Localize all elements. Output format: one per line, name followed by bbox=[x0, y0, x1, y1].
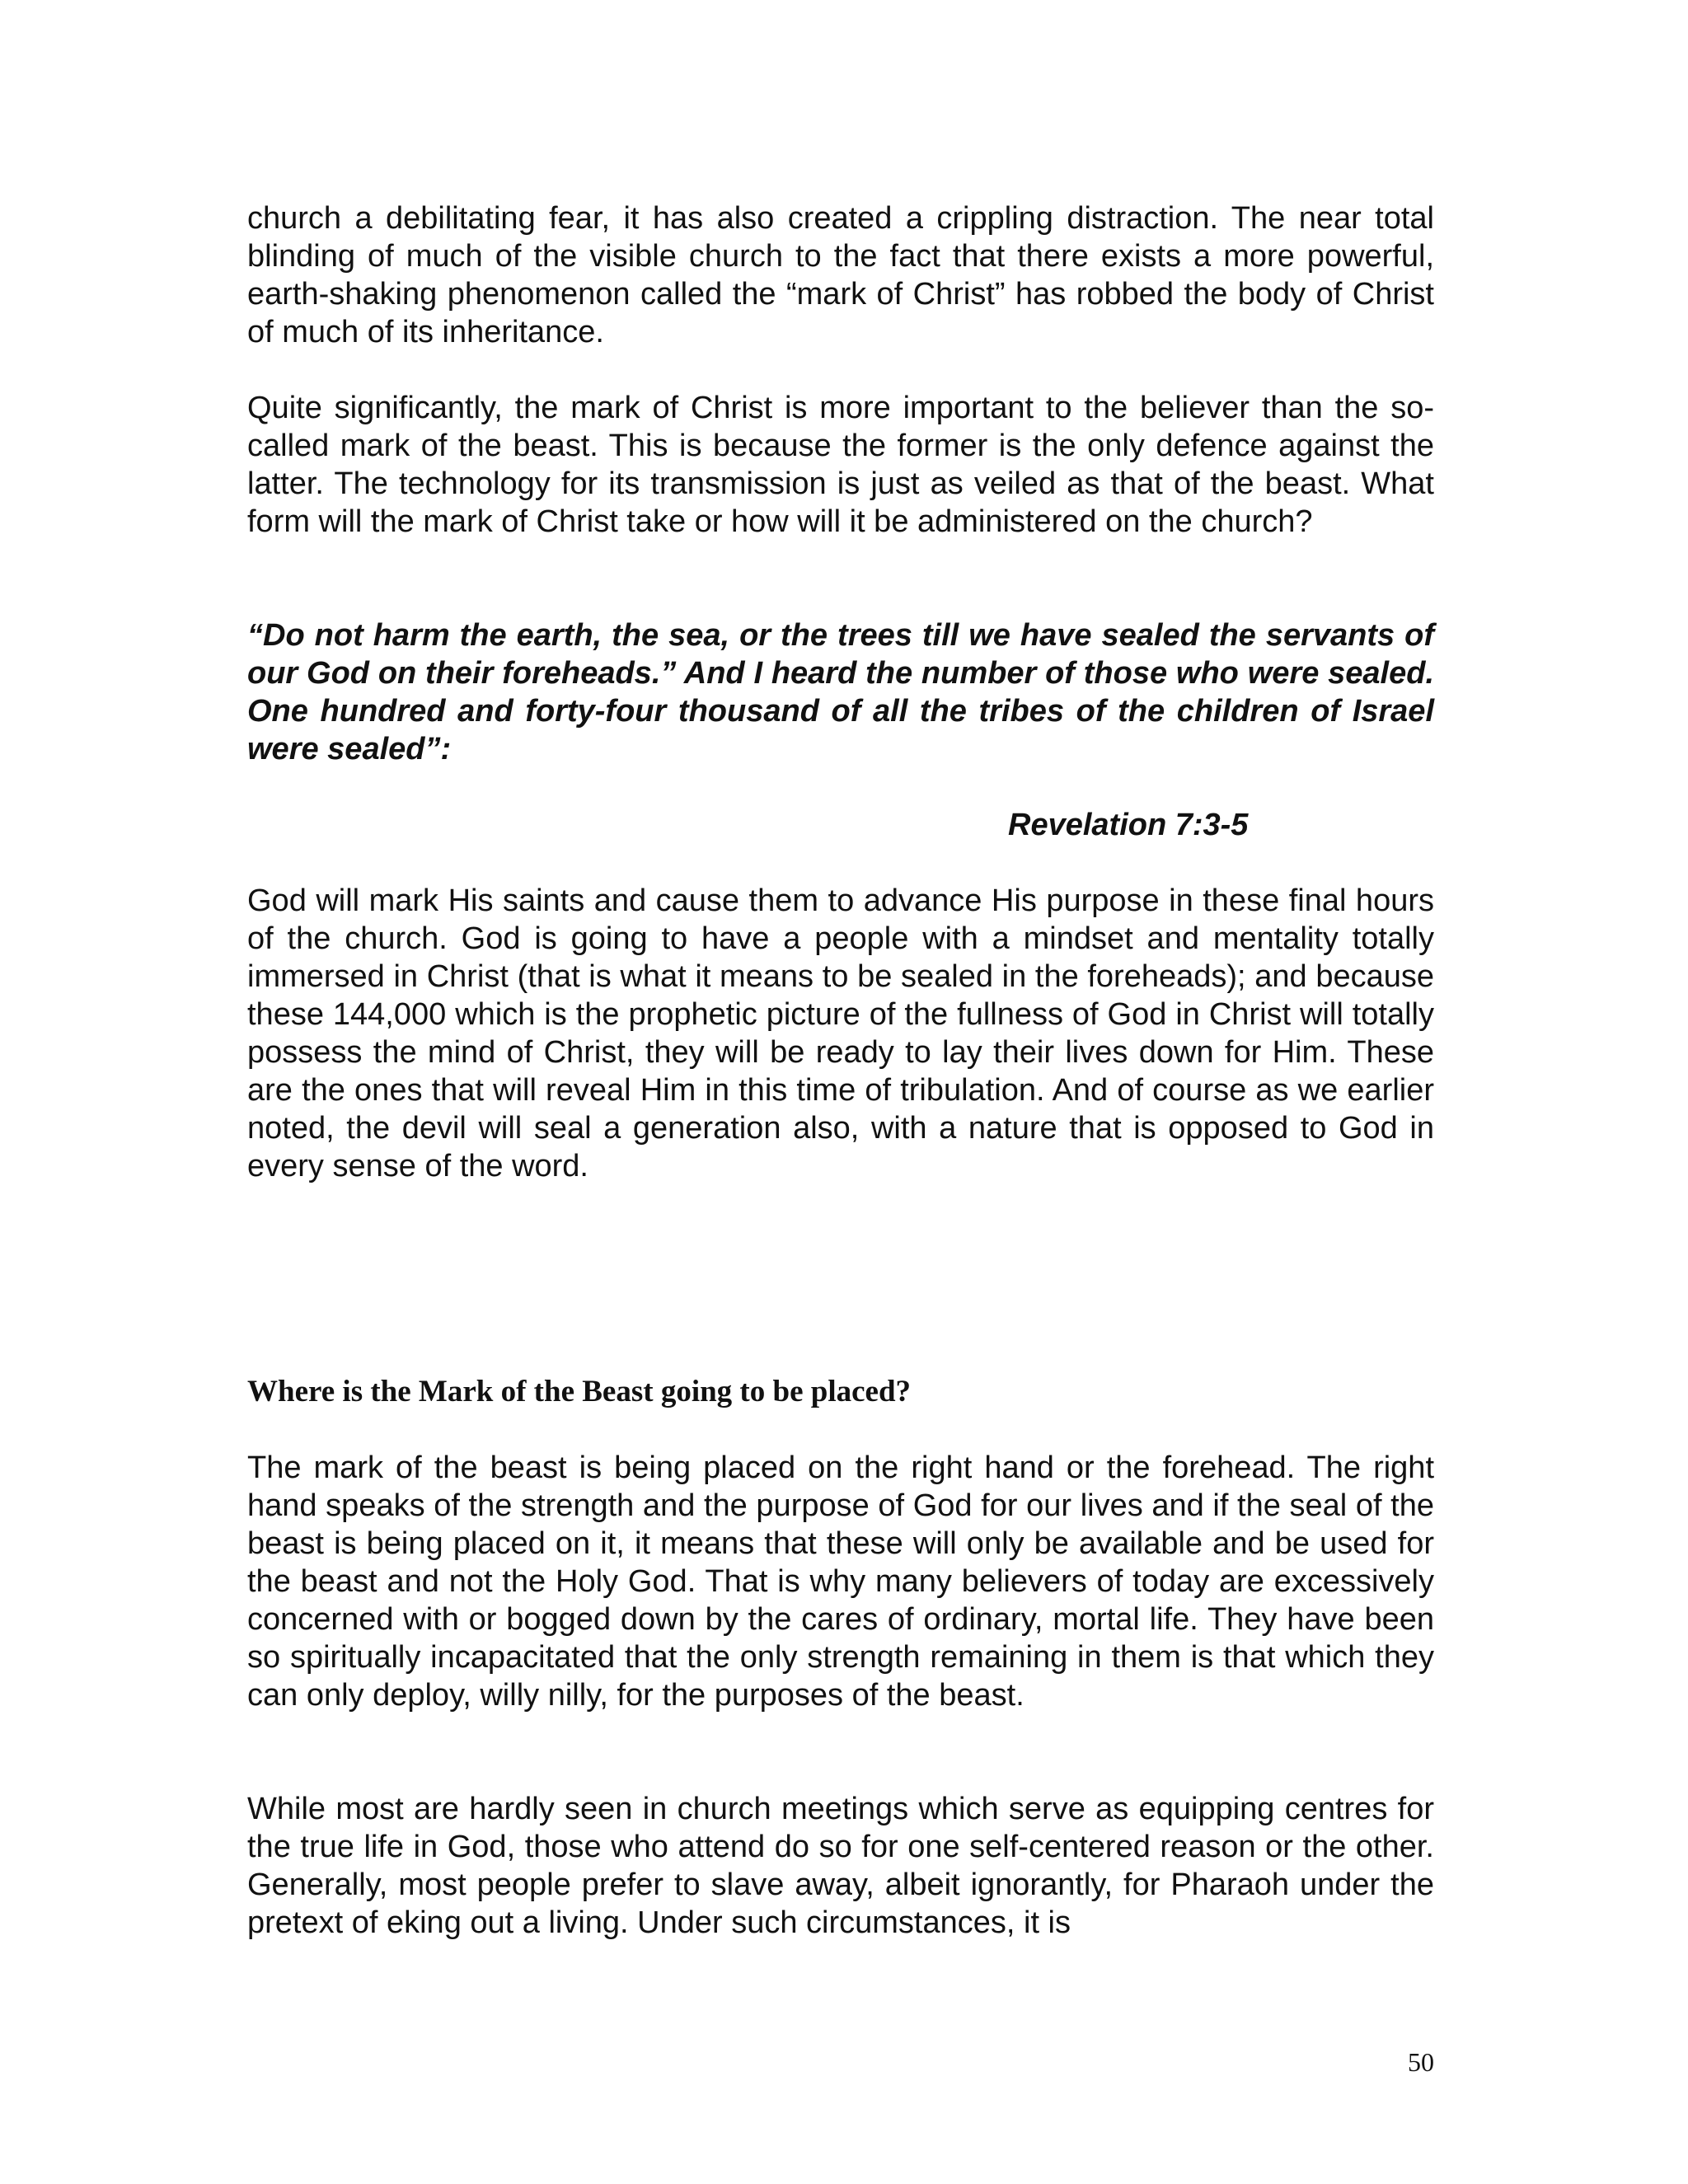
paragraph-fear-distraction: church a debilitating fear, it has also created a crippling distraction. The near total blinding of much of the visible church to the fact that there exists a more powerful, earth-shaking phenomenon called the “mark of Christ” has robbed the body of Christ of much of its inheritance. bbox=[247, 201, 1434, 349]
scripture-quote: “Do not harm the earth, the sea, or the trees till we have sealed the servants of our God on their foreheads.” And I heard the number of those who were sealed. One hundred and forty-four thousand of all the tribes of the children of Israel were sealed”: bbox=[247, 618, 1434, 766]
paragraph-right-hand-forehead: The mark of the beast is being placed on the right hand or the forehead. The right hand speaks of the strength and the purpose of God for our lives and if the seal of the beast is being placed on it, it means that these will only be available and be used for the beast and not the Holy God. That is why many believers of today are excessively concerned with or bogged down by the cares of ordinary, mortal life. They have been so spiritually incapacitated that the only strength remaining in them is that which they can only deploy, willy nilly, for the purposes of the beast. bbox=[247, 1451, 1434, 1713]
paragraph-saints-sealed: God will mark His saints and cause them to advance His purpose in these final hours of the church. God is going to have a people with a mindset and mentality totally immersed in Christ (that is what it means to be sealed in the foreheads); and because these 144,000 which is the prophetic picture of the fullness of God in Christ will totally possess the mind of Christ, they will be ready to lay their lives down for Him. These are the ones that will reveal Him in this time of tribulation. And of course as we earlier noted, the devil will seal a generation also, with a nature that is opposed to God in every sense of the word. bbox=[247, 883, 1434, 1183]
paragraph-mark-of-christ-importance: Quite significantly, the mark of Christ is more important to the believer than the so-called mark of the beast. This is because the former is the only defence against the latter. The technology for its transmission is just as veiled as that of the beast. What form will the mark of Christ take or how will it be administered on the church? bbox=[247, 391, 1434, 539]
scripture-citation: Revelation 7:3-5 bbox=[1008, 808, 1249, 842]
page-number: 50 bbox=[1408, 2047, 1434, 2077]
section-heading: Where is the Mark of the Beast going to be placed? bbox=[247, 1375, 912, 1408]
paragraph-church-meetings: While most are hardly seen in church meetings which serve as equipping centres for the true life in God, those who attend do so for one self-centered reason or the other. Generally, most people prefer to slave away, albeit ignorantly, for Pharaoh under the pretext of eking out a living. Under such circumstances, it is bbox=[247, 1792, 1434, 1940]
